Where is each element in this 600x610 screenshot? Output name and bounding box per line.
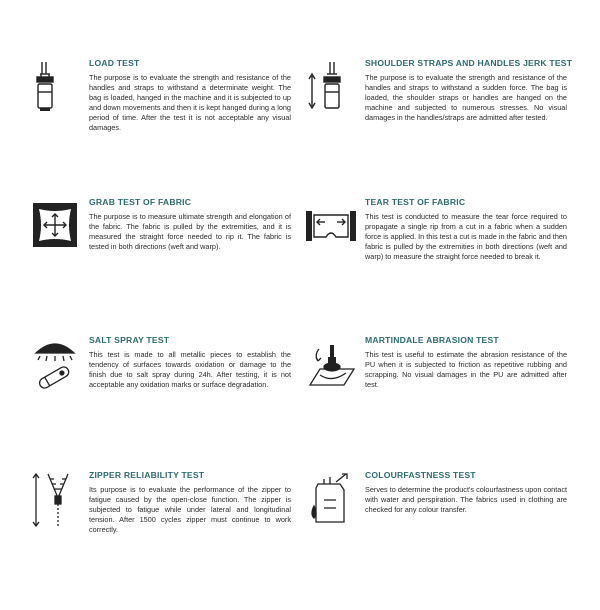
bag-weight-icon xyxy=(30,58,80,118)
test-description: The purpose is to evaluate the strength and resistance of the handles and straps to withstand a determinate weight. The bag is loaded, hanged in the machine and it is subjected to up and down movements and then it is kept hanged during a long period of time. After the test it is not acceptable any visual damages. xyxy=(89,73,291,133)
test-description: This test is conducted to measure the tear force required to propagate a single rip from a cut in a fabric when a sudden force is applied. In this test a cut is made in the fabric and then fabric is pulled by the extremities in both directions (weft and warp) to measure the straight force needed to break it. xyxy=(365,212,567,262)
test-description: The purpose is to measure ultimate strength and elongation of the fabric. The fabric is pulled by the extremities, and it is measured the straight force needed to rip it. The fabric is tested in both directions (weft and warp). xyxy=(89,212,291,252)
test-title: MARTINDALE ABRASION TEST xyxy=(365,335,499,345)
abrasion-icon xyxy=(306,335,356,395)
test-zipper xyxy=(0,470,300,610)
zipper-icon xyxy=(30,470,80,530)
test-description: This test is made to all metallic pieces to establish the tendency of surfaces towards oxidation or damage to the finish due to salt spray during 24h. After testing, it is not acceptable any oxidation marks or surface degradation. xyxy=(89,350,291,390)
test-title: SALT SPRAY TEST xyxy=(89,335,170,345)
test-description: Its purpose is to evaluate the performance of the zipper to fatigue caused by the open-close function. The zipper is subjected to fatigue while under lateral and longitudinal tension. After 1500 cycles zipper must continue to work correctly. xyxy=(89,485,291,535)
colourfastness-icon xyxy=(306,470,356,530)
fabric-tear-icon xyxy=(306,197,356,257)
test-title: ZIPPER RELIABILITY TEST xyxy=(89,470,205,480)
test-load xyxy=(0,58,300,198)
test-title: COLOURFASTNESS TEST xyxy=(365,470,476,480)
test-title: LOAD TEST xyxy=(89,58,140,68)
test-title: GRAB TEST OF FABRIC xyxy=(89,197,192,207)
salt-spray-icon xyxy=(30,335,80,395)
test-abrasion xyxy=(276,335,576,475)
test-title: TEAR TEST OF FABRIC xyxy=(365,197,466,207)
test-description: Serves to determine the product's colourfastness upon contact with water and perspiration. The fabrics used in clothing are checked for any colour transfer. xyxy=(365,485,567,515)
test-jerk xyxy=(276,58,576,198)
test-salt-spray xyxy=(0,335,300,475)
bag-jerk-icon xyxy=(306,58,356,118)
test-description: This test is useful to estimate the abrasion resistance of the PU when it is subjected to friction as repetitive rubbing and scrapping. No visual damages in the PU are admitted after test. xyxy=(365,350,567,390)
test-tear xyxy=(276,197,576,337)
test-grab xyxy=(0,197,300,337)
test-description: The purpose is to evaluate the strength and resistance of the handles and straps to withstand a sudden force. The bag is loaded, the shoulder straps or handles are hanged on the machine and subjected to numerous stresses. No visual damages in the handles/straps are admitted after tested. xyxy=(365,73,567,123)
test-colourfastness xyxy=(276,470,576,610)
fabric-grab-icon xyxy=(30,197,80,257)
test-title: SHOULDER STRAPS AND HANDLES JERK TEST xyxy=(365,58,573,68)
